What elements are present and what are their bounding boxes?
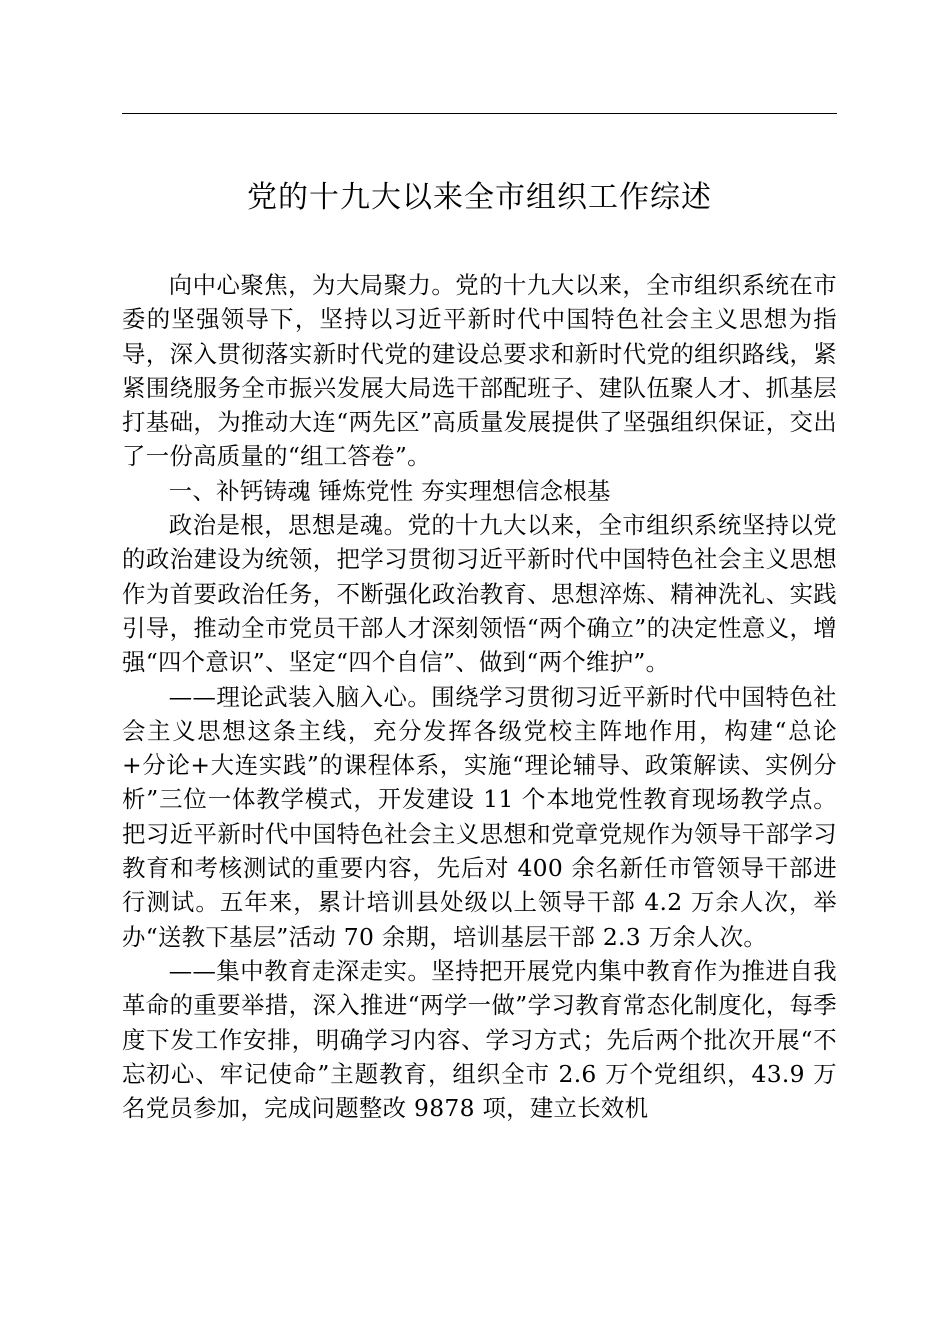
section-heading-1: 一、补钙铸魂 锤炼党性 夯实理想信念根基 <box>168 476 611 505</box>
section-1-paragraph: 政治是根，思想是魂。党的十九大以来，全市组织系统坚持以党的政治建设为统领，把学习贯彻习近平新时代中国特色社会主义思想作为首要政治任务，不断强化政治教育、思想淬炼、精神洗礼、实践引导，推动全市党员干部人才深刻领悟“两个确立”的决定性意义，增强“四个意识”、坚定“四个自信”、做到“两个维护”。 <box>122 511 837 677</box>
document-title: 党的十九大以来全市组织工作综述 <box>247 180 712 215</box>
intro-paragraph: 向中心聚焦，为大局聚力。党的十九大以来，全市组织系统在市委的坚强领导下，坚持以习近平新时代中国特色社会主义思想为指导，深入贯彻落实新时代党的建设总要求和新时代党的组织路线，紧紧围绕服务全市振兴发展大局选干部配班子、建队伍聚人才、抓基层打基础，为推动大连“两先区”高质量发展提供了坚强组织保证，交出了一份高质量的“组工答卷”。 <box>122 271 837 471</box>
education-paragraph: ——集中教育走深走实。坚持把开展党内集中教育作为推进自我革命的重要举措，深入推进“两学一做”学习教育常态化制度化，每季度下发工作安排，明确学习内容、学习方式；先后两个批次开展“不忘初心、牢记使命”主题教育，组织全市 2.6 万个党组织，43.9 万名党员参加，完成问题整改 9878 项，建立长效机 <box>122 956 837 1123</box>
document-body <box>122 268 837 1125</box>
header-rule <box>122 113 837 114</box>
theory-paragraph: ——理论武装入脑入心。围绕学习贯彻习近平新时代中国特色社会主义思想这条主线，充分发挥各级党校主阵地作用，构建“总论+分论+大连实践”的课程体系，实施“理论辅导、政策解读、实例分析”三位一体教学模式，开发建设 11 个本地党性教育现场教学点。把习近平新时代中国特色社会主义思想和党章党规作为领导干部学习教育和考核测试的重要内容，先后对 400 余名新任市管领导干部进行测试。五年来，累计培训县处级以上领导干部 4.2 万余人次，举办“送教下基层”活动 70 余期，培训基层干部 2.3 万余人次。 <box>122 682 837 951</box>
